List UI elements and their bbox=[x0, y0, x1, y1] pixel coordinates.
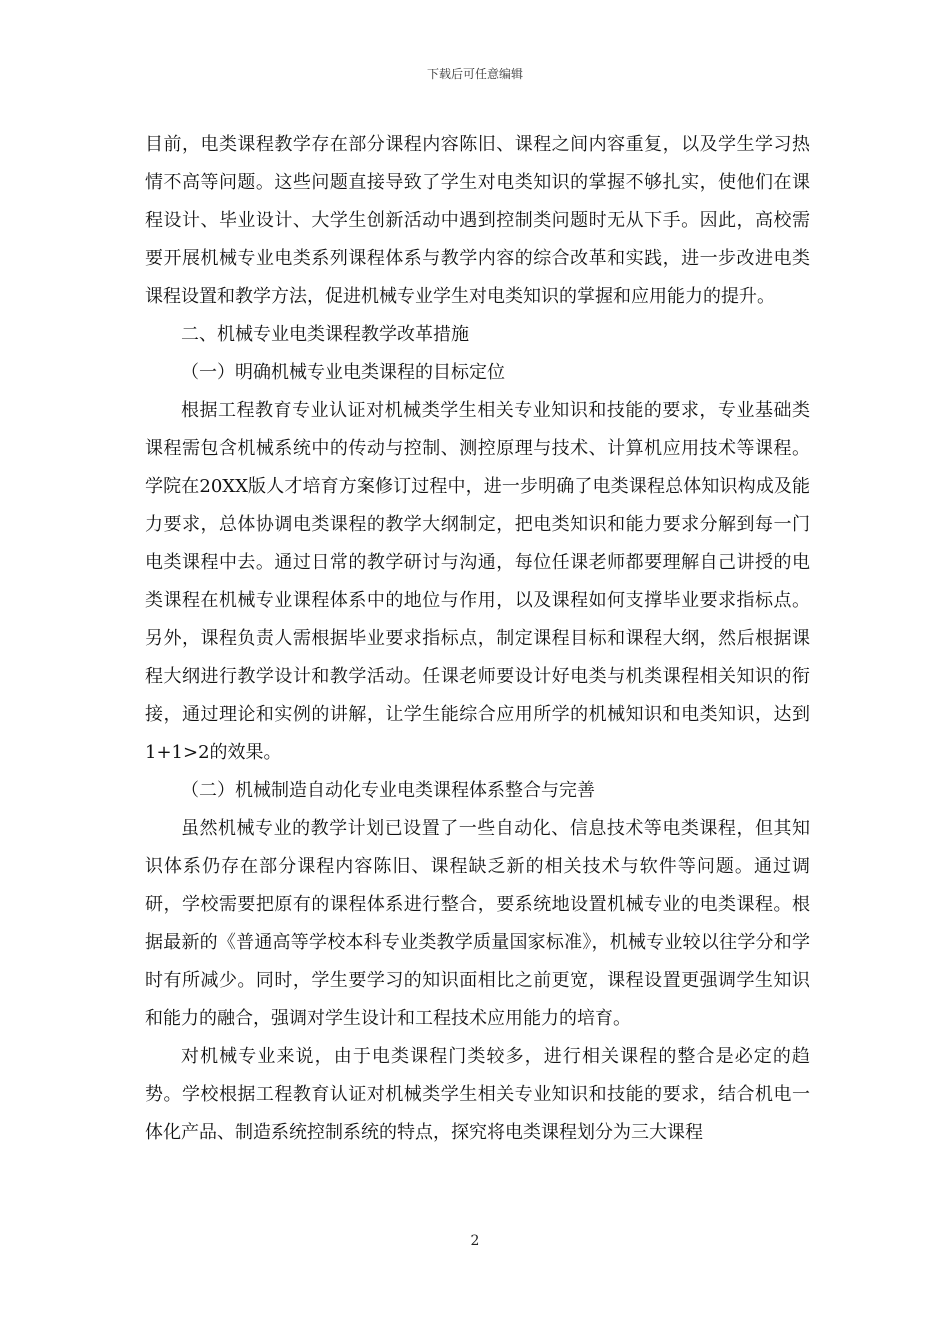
paragraph-target-positioning: 根据工程教育专业认证对机械类学生相关专业知识和技能的要求，专业基础类课程需包含机械系统中的传动与控制、测控原理与技术、计算机应用技术等课程。学院在20XX版人才培育方案修订过程中，进一步明确了电类课程总体知识构成及能力要求，总体协调电类课程的教学大纲制定，把电类知识和能力要求分解到每一门电类课程中去。通过日常的教学研讨与沟通，每位任课老师都要理解自己讲授的电类课程在机械专业课程体系中的地位与作用，以及课程如何支撑毕业要求指标点。另外，课程负责人需根据毕业要求指标点，制定课程目标和课程大纲，然后根据课程大纲进行教学设计和教学活动。任课老师要设计好电类与机类课程相关知识的衔接，通过理论和实例的讲解，让学生能综合应用所学的机械知识和电类知识，达到1+1>2的效果。 bbox=[145, 400, 810, 763]
page-header: 下载后可任意编辑 bbox=[426, 67, 523, 81]
subsection-heading-1: （一）明确机械专业电类课程的目标定位 bbox=[181, 362, 505, 383]
document-body bbox=[145, 126, 810, 1152]
paragraph-curriculum-integration: 虽然机械专业的教学计划已设置了一些自动化、信息技术等电类课程，但其知识体系仍存在部分课程内容陈旧、课程缺乏新的相关技术与软件等问题。通过调研，学校需要把原有的课程体系进行整合，要系统地设置机械专业的电类课程。根据最新的《普通高等学校本科专业类教学质量国家标准》，机械专业较以往学分和学时有所减少。同时，学生要学习的知识面相比之前更宽，课程设置更强调学生知识和能力的融合，强调对学生设计和工程技术应用能力的培育。 bbox=[145, 818, 810, 1029]
section-heading: 二、机械专业电类课程教学改革措施 bbox=[181, 324, 469, 345]
subsection-heading-2: （二）机械制造自动化专业电类课程体系整合与完善 bbox=[181, 780, 595, 801]
paragraph-course-division: 对机械专业来说，由于电类课程门类较多，进行相关课程的整合是必定的趋势。学校根据工程教育认证对机械类学生相关专业知识和技能的要求，结合机电一体化产品、制造系统控制系统的特点，探究将电类课程划分为三大课程 bbox=[145, 1046, 810, 1143]
page-number: 2 bbox=[470, 1233, 480, 1249]
paragraph-intro: 目前，电类课程教学存在部分课程内容陈旧、课程之间内容重复，以及学生学习热情不高等问题。这些问题直接导致了学生对电类知识的掌握不够扎实，使他们在课程设计、毕业设计、大学生创新活动中遇到控制类问题时无从下手。因此，高校需要开展机械专业电类系列课程体系与教学内容的综合改革和实践，进一步改进电类课程设置和教学方法，促进机械专业学生对电类知识的掌握和应用能力的提升。 bbox=[145, 134, 810, 307]
